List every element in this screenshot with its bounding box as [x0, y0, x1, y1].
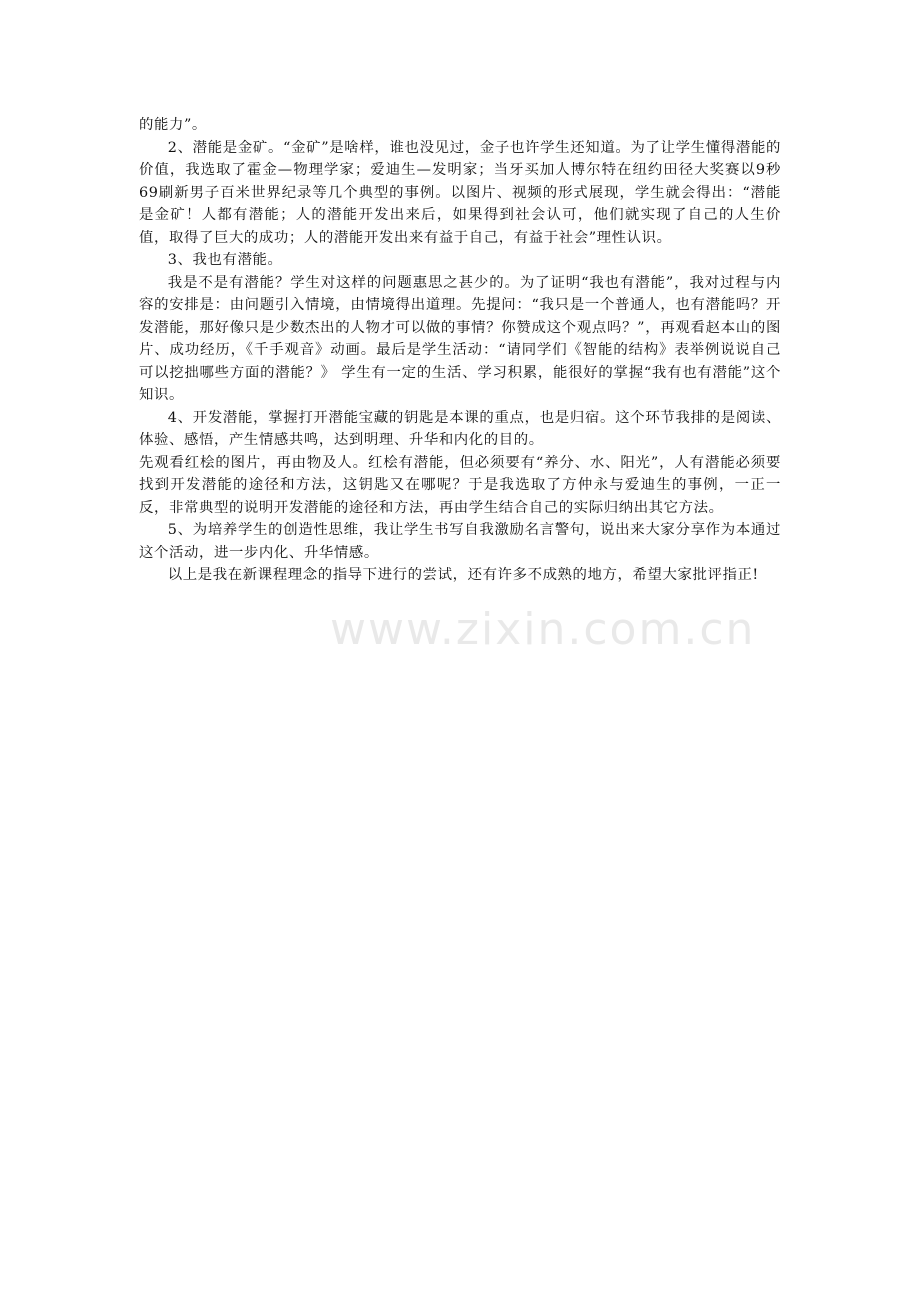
paragraph-creative-thinking: 5、为培养学生的创造性思维，我让学生书写自我激励名言警句，说出来大家分享作为本通过这个活动，进一步内化、升华情感。 [139, 522, 781, 561]
paragraph-continuation: 的能力”。 [139, 117, 207, 133]
watermark: www.zixin.com.cn [330, 604, 756, 655]
document-body [139, 114, 781, 587]
paragraph-conclusion: 以上是我在新课程理念的指导下进行的尝试，还有许多不成熟的地方，希望大家批评指正! [167, 567, 759, 583]
paragraph-red-cypress: 先观看红桧的图片，再由物及人。红桧有潜能，但必须要有“养分、水、阳光”，人有潜能必须要找到开发潜能的途径和方法，这钥匙又在哪呢？于是我选取了方仲永与爱迪生的事例，一正一反，非常典型的说明开发潜能的途径和方法，再由学生结合自己的实际归纳出其它方法。 [139, 454, 781, 516]
paragraph-heading-i-have-potential: 3、我也有潜能。 [167, 252, 283, 268]
paragraph-develop-potential: 4、开发潜能，掌握打开潜能宝藏的钥匙是本课的重点，也是归宿。这个环节我排的是阅读、体验、感悟，产生情感共鸣，达到明理、升华和内化的目的。 [139, 409, 781, 448]
paragraph-i-have-potential: 我是不是有潜能？学生对这样的问题惠思之甚少的。为了证明“我也有潜能”，我对过程与内容的安排是：由问题引入情境，由情境得出道理。先提问：“我只是一个普通人，也有潜能吗？开发潜能，那好像只是少数杰出的人物才可以做的事情？你赞成这个观点吗？”，再观看赵本山的图片、成功经历，《千手观音》动画。最后是学生活动：“请同学们《智能的结构》表举例说说自己可以挖拙哪些方面的潜能？》 学生有一定的生活、学习积累，能很好的掌握“我有也有潜能”这个知识。 [139, 274, 781, 403]
paragraph-potential-gold-mine: 2、潜能是金矿。“金矿”是啥样，谁也没见过，金子也许学生还知道。为了让学生懂得潜能的价值，我选取了霍金—物理学家；爱迪生—发明家；当牙买加人博尔特在纽约田径大奖赛以9秒69刷新男子百米世界纪录等几个典型的事例。以图片、视频的形式展现，学生就会得出：“潜能是金矿！人都有潜能；人的潜能开发出来后，如果得到社会认可，他们就实现了自己的人生价值，取得了巨大的成功；人的潜能开发出来有益于自己，有益于社会”理性认识。 [139, 139, 781, 246]
